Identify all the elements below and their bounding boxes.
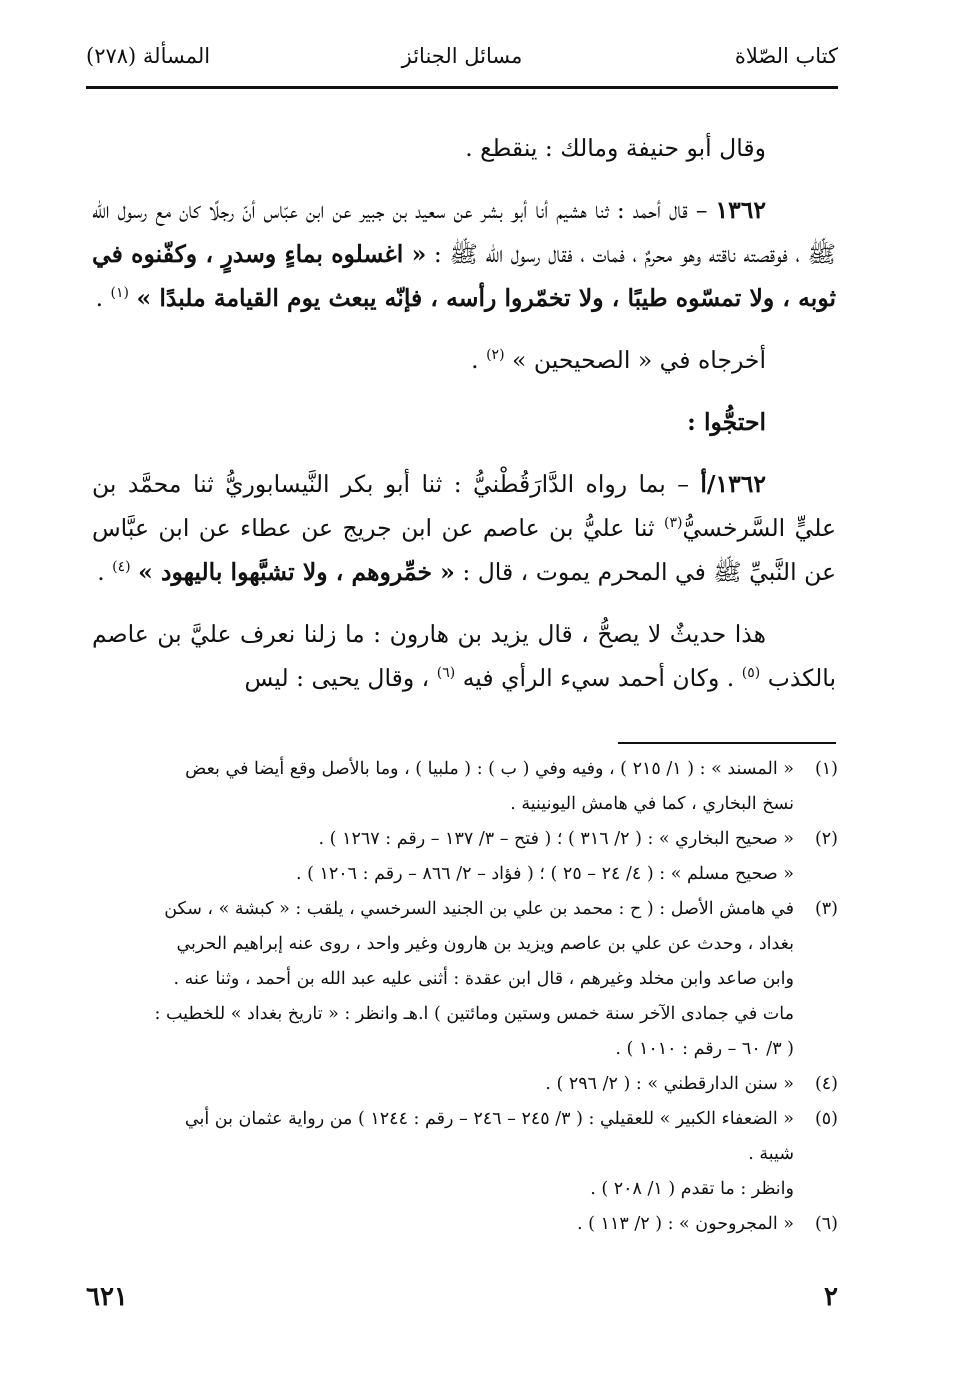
footnotes <box>92 752 838 1242</box>
footnote-line: نسخ البخاري ، كما في هامش اليونينية . <box>510 794 794 814</box>
footnote-6 <box>92 1207 838 1242</box>
footnote-label: (٦) <box>814 1214 838 1234</box>
footnote-label: (٣) <box>814 899 838 919</box>
hadith-a-text-2: ثنا عليُّ بن عاصم عن ابن جريج عن عطاء عن ابن عبَّاس عن النَّبيِّ ﷺ في المحرم يموت ، قال : <box>92 514 836 586</box>
hadith-a-quote: « خمِّروهم ، ولا تشبَّهوا باليهود » <box>138 558 455 586</box>
header-rule <box>86 86 838 89</box>
hadith-number: ١٣٦٢ <box>715 196 766 224</box>
footnote-ref-3[interactable]: (٣) <box>664 515 683 532</box>
footnote-line: مات في جمادى الآخر سنة خمس وستين ومائتين ) ا.هـ وانظر : « تاريخ بغداد » للخطيب : <box>154 1004 794 1024</box>
footnote-line: « الضعفاء الكبير » للعقيلي : ( ٣/ ٢٤٥ – ٢٤٦ – رقم : ١٢٤٤ ) من رواية عثمان بن أبي <box>184 1109 794 1129</box>
sahihayn-text: أخرجاه في « الصحيحين » <box>512 346 766 374</box>
section-heading-ihtajju <box>92 400 836 444</box>
header-chapter-title: مسائل الجنائز <box>401 44 523 68</box>
footnote-ref-2[interactable]: (٢) <box>486 347 505 364</box>
footnote-ref-4[interactable]: (٤) <box>112 559 131 576</box>
footnote-separator <box>618 742 836 744</box>
footnote-label: (٥) <box>814 1109 838 1129</box>
critique-text-2: . وكان أحمد سيء الرأي فيه <box>462 664 742 692</box>
footnote-label: (٢) <box>814 829 838 849</box>
paragraph-critique <box>92 612 836 700</box>
footnote-line: وانظر : ما تقدم ( ١/ ٢٠٨ ) . <box>590 1179 794 1199</box>
header-book-title: كتاب الصّلاة <box>734 44 838 68</box>
footnote-line: وابن صاعد وابن مخلد وغيرهم ، قال ابن عقدة : أثنى عليه عبد الله بن أحمد ، وثنا عنه . <box>173 969 794 989</box>
hadith-end: . <box>95 284 111 312</box>
footnote-4 <box>92 1067 838 1102</box>
hadith-text: – قال أحمد : ثنا هشيم أنا أبو بشر عن سعيد بن جبير عن ابن عبّاس أنّ رجلًا كان مع رسول الله ﷺ ، فوقصته ناقته وهو محرمٌ ، فمات ، فقال رسول الله ﷺ : <box>92 196 836 268</box>
page-footer <box>86 1282 838 1322</box>
footnote-line: « سنن الدارقطني » : ( ٢/ ٢٩٦ ) . <box>545 1074 794 1094</box>
critique-text-3: ، وقال يحيى : ليس <box>244 664 437 692</box>
paragraph-sahihayn <box>92 338 836 382</box>
footnote-ref-1[interactable]: (١) <box>110 285 129 302</box>
main-text <box>92 126 836 718</box>
footnote-5 <box>92 1102 838 1207</box>
heading-text: احتجُّوا : <box>687 408 766 436</box>
header-issue-number: المسألة (٢٧٨) <box>86 44 211 68</box>
footnote-ref-5[interactable]: (٥) <box>741 665 761 682</box>
critique-text-1: هذا حديثٌ لا يصحُّ ، قال يزيد بن هارون : ما زلنا نعرف عليَّ بن عاصم بالكذب <box>92 620 836 692</box>
hadith-1362a <box>92 462 836 594</box>
footnote-line: شيبة . <box>748 1144 794 1164</box>
footnote-2 <box>92 822 838 892</box>
footnote-line: ( ٣/ ٦٠ – رقم : ١٠١٠ ) . <box>615 1039 794 1059</box>
footnote-label: (٤) <box>814 1074 838 1094</box>
paragraph-1-text: وقال أبو حنيفة ومالك : ينقطع . <box>465 134 766 162</box>
hadith-a-end: . <box>97 558 113 586</box>
sahihayn-end: . <box>471 346 487 374</box>
footnote-3 <box>92 892 838 1067</box>
paragraph-1 <box>92 126 836 170</box>
hadith-number-a: ١٣٦٢/أ <box>700 470 766 498</box>
footnote-label: (١) <box>814 759 838 779</box>
footnote-line: « المسند » : ( ١/ ٢١٥ ) ، وفيه وفي ( ب ) : ( ملبيا ) ، وما بالأصل وقع أيضا في بعض <box>185 759 794 779</box>
footnote-line: « صحيح مسلم » : ( ٤/ ٢٤ – ٢٥ ) ؛ ( فؤاد – ٢/ ٨٦٦ – رقم : ١٢٠٦ ) . <box>295 864 794 884</box>
footnote-line: في هامش الأصل : ( ح : محمد بن علي بن الجنيد السرخسي ، يلقب : « كبشة » ، سكن <box>164 899 794 919</box>
volume-number: ٢ <box>824 1282 838 1312</box>
footnote-line: « صحيح البخاري » : ( ٢/ ٣١٦ ) ؛ ( فتح – ٣/ ١٣٧ – رقم : ١٢٦٧ ) . <box>318 829 794 849</box>
hadith-quote: « اغسلوه بماءٍ وسدرٍ ، وكفّنوه في ثوبه ، ولا تمسّوه طيبًا ، ولا تخمّروا رأسه ، فإنّه يبعث يوم القيامة ملبدًا » <box>92 240 836 312</box>
hadith-1362 <box>92 188 836 320</box>
footnote-line: بغداد ، وحدث عن علي بن عاصم ويزيد بن هارون وغير واحد ، روى عنه إبراهيم الحربي <box>176 934 794 954</box>
page-number: ٦٢١ <box>86 1282 128 1312</box>
footnote-1 <box>92 752 838 822</box>
footnote-line: « المجروحون » : ( ٢/ ١١٣ ) . <box>577 1214 794 1234</box>
page-header <box>86 30 838 80</box>
hadith-a-text-1: – بما رواه الدَّارَقُطْنيُّ : ثنا أبو بكر النَّيسابوريُّ ثنا محمَّد بن عليٍّ السَّرخسيُّ <box>92 470 836 542</box>
footnote-ref-6[interactable]: (٦) <box>436 665 456 682</box>
